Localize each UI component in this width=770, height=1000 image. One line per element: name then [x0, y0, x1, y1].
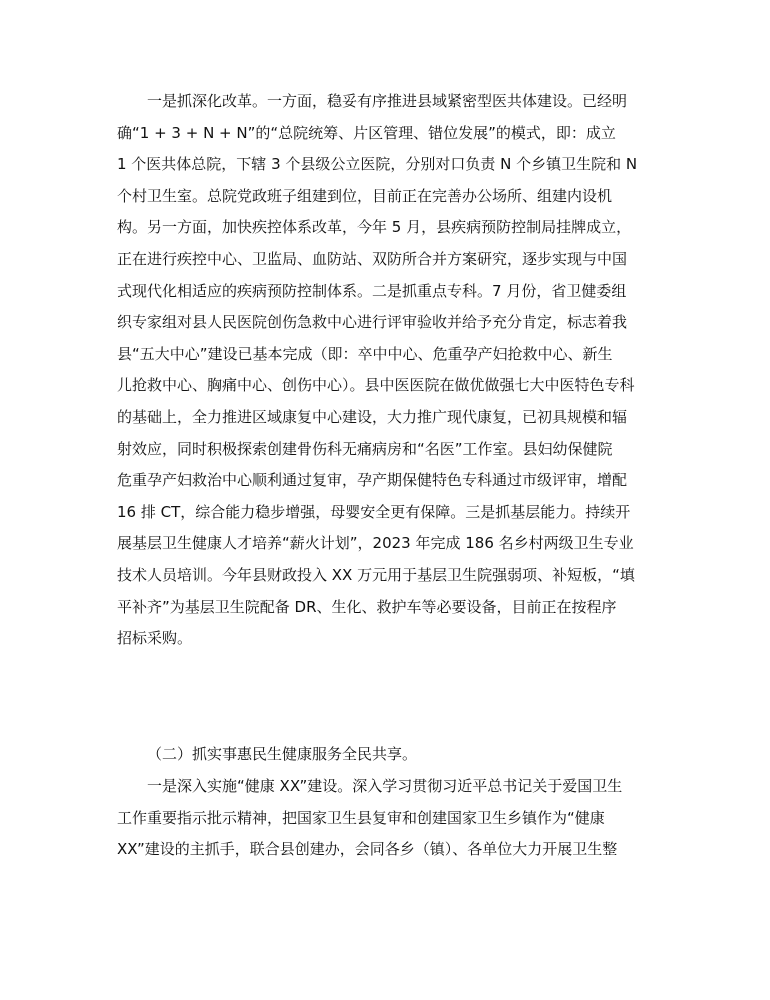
text-line: 技术人员培训。今年县财政投入 XX 万元用于基层卫生院强弱项、补短板，“填 [117, 565, 635, 584]
text-line: 式现代化相适应的疾病预防控制体系。二是抓重点专科。7 月份，省卫健委组 [117, 281, 627, 300]
text-line: 县“五大中心”建设已基本完成（即：卒中中心、危重孕产妇抢救中心、新生 [117, 344, 613, 363]
text-line: XX”建设的主抓手，联合县创建办，会同各乡（镇）、各单位大力开展卫生整 [117, 840, 618, 859]
text-line: 个村卫生室。总院党政班子组建到位，目前正在完善办公场所、组建内设机 [117, 186, 613, 205]
paragraph-1 [117, 86, 653, 655]
section-heading [147, 739, 683, 771]
text-line: 一是抓深化改革。一方面，稳妥有序推进县域紧密型医共体建设。已经明 [147, 92, 628, 110]
text-line: 构。另一方面，加快疾控体系改革，今年 5 月，县疾病预防控制局挂牌成立， [117, 218, 632, 237]
text-line: 危重孕产妇救治中心顺利通过复审，孕产期保健特色专科通过市级评审，增配 [117, 471, 628, 490]
text-line: 的基础上，全力推进区域康复中心建设，大力推广现代康复，已初具规模和辐 [117, 407, 628, 426]
paragraph-2 [117, 771, 653, 866]
text-line: 一是深入实施“健康 XX”建设。深入学习贯彻习近平总书记关于爱国卫生 [147, 777, 623, 795]
text-line: 招标采购。 [117, 629, 193, 648]
section-heading-text: （二）抓实事惠民生健康服务全民共享。 [147, 745, 418, 763]
text-line: 平补齐”为基层卫生院配备 DR、生化、救护车等必要设备，目前正在按程序 [117, 597, 617, 616]
text-line: 16 排 CT，综合能力稳步增强，母婴安全更有保障。三是抓基层能力。持续开 [117, 502, 631, 521]
text-line: 工作重要指示批示精神，把国家卫生县复审和创建国家卫生乡镇作为“健康 [117, 808, 605, 827]
text-line: 展基层卫生健康人才培养“薪火计划”，2023 年完成 186 名乡村两级卫生专业 [117, 534, 634, 553]
text-line: 射效应，同时积极探索创建骨伤科无痛病房和“名医”工作室。县妇幼保健院 [117, 439, 613, 458]
text-line: 织专家组对县人民医院创伤急救中心进行评审验收并给予充分肯定，标志着我 [117, 313, 628, 332]
text-line: 确“1 + 3 + N + N”的“总院统筹、片区管理、错位发展”的模式，即：成立 [117, 123, 616, 142]
text-line: 儿抢救中心、胸痛中心、创伤中心）。县中医医院在做优做强七大中医特色专科 [117, 376, 635, 395]
text-line: 正在进行疾控中心、卫监局、血防站、双防所合并方案研究，逐步实现与中国 [117, 249, 628, 268]
text-line: 1 个医共体总院，下辖 3 个县级公立医院，分别对口负责 N 个乡镇卫生院和 N [117, 155, 638, 174]
